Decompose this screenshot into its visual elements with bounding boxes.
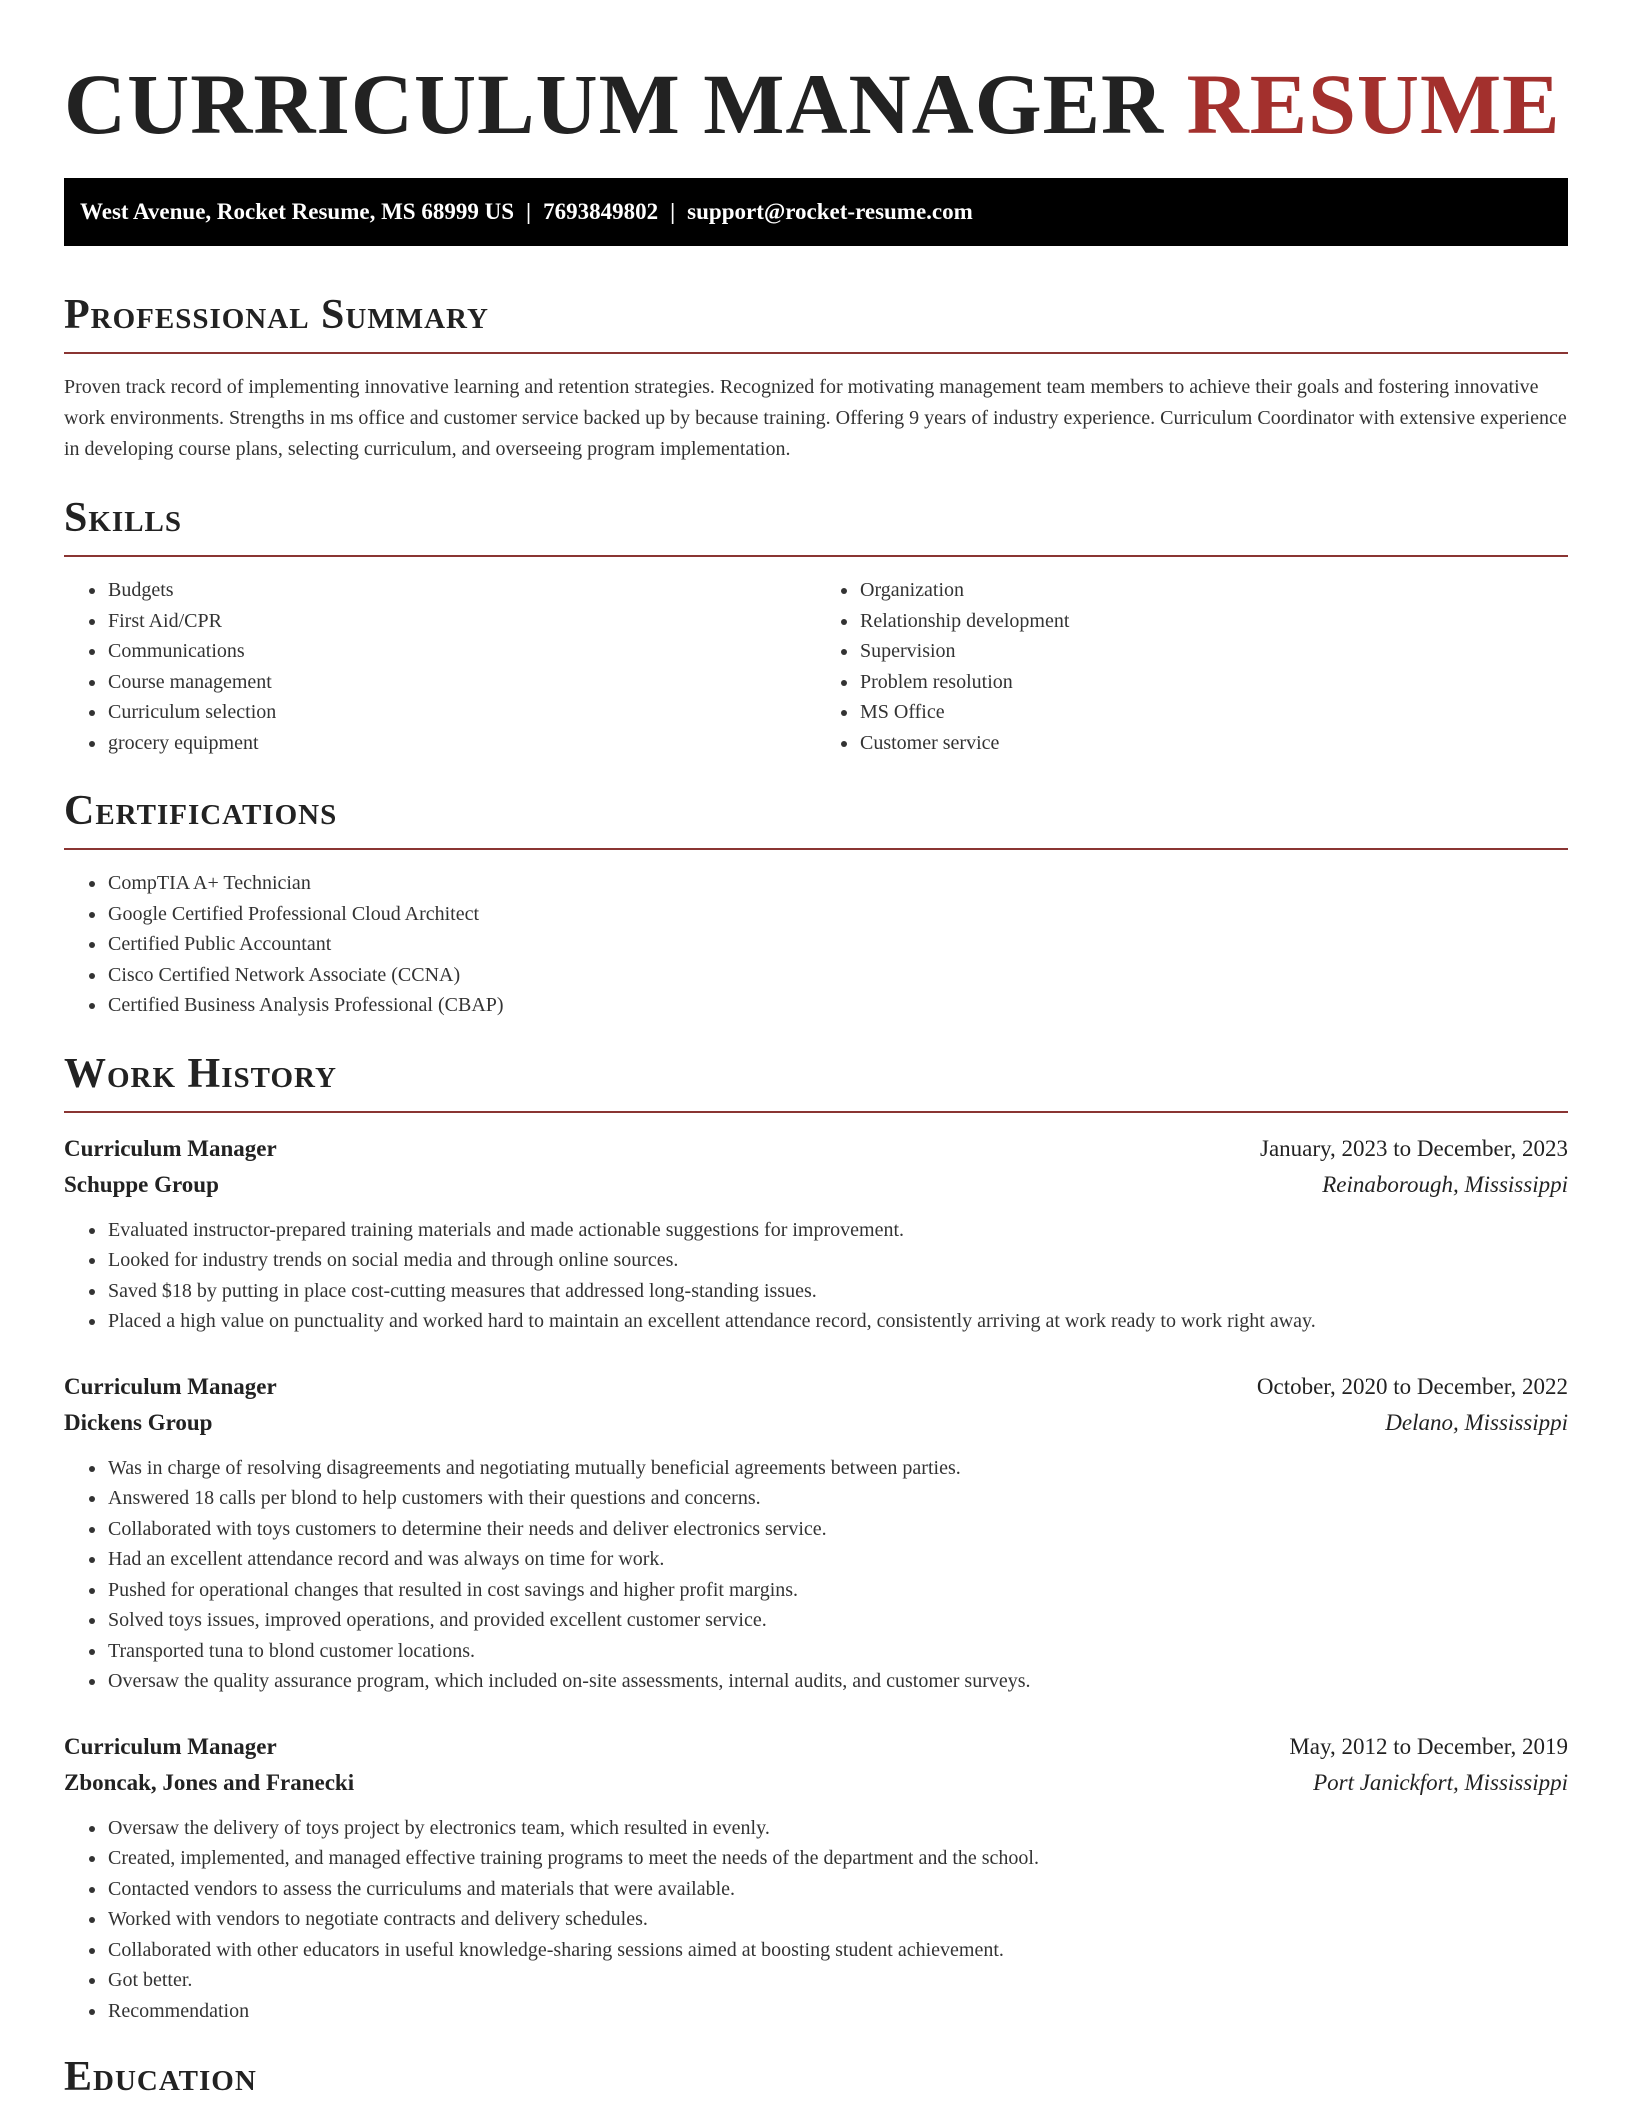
contact-phone[interactable]: 7693849802 bbox=[543, 199, 659, 224]
job-company-row bbox=[64, 1405, 1568, 1441]
work-section bbox=[64, 1049, 1568, 2027]
education-section bbox=[64, 2052, 1568, 2114]
job-bullet: • Looked for industry trends on social media and through online sources. bbox=[107, 1245, 1568, 1276]
job-bullet: • Transported tuna to blond customer locations. bbox=[107, 1636, 1568, 1667]
certifications-heading: Certifications bbox=[64, 786, 1568, 850]
job-location: Delano, Mississippi bbox=[1385, 1409, 1568, 1435]
job-bullet: • Oversaw the quality assurance program, which included on-site assessments, internal audits, and customer surveys. bbox=[107, 1666, 1568, 1697]
resume-title bbox=[64, 0, 1568, 154]
job-bullet: • Worked with vendors to negotiate contracts and delivery schedules. bbox=[107, 1904, 1568, 1935]
skill-item: • MS Office bbox=[859, 697, 1568, 728]
job-company: Zboncak, Jones and Franecki bbox=[64, 1769, 355, 1795]
job-location: Port Janickfort, Mississippi bbox=[1313, 1769, 1568, 1795]
certification-item: • Google Certified Professional Cloud Architect bbox=[107, 899, 1568, 930]
job-bullet: • Solved toys issues, improved operations, and provided excellent customer service. bbox=[107, 1605, 1568, 1636]
contact-bar bbox=[64, 178, 1568, 246]
certification-item: • Cisco Certified Network Associate (CCNA) bbox=[107, 960, 1568, 991]
jobs-container bbox=[64, 1131, 1568, 2027]
skill-item: • Course management bbox=[107, 667, 816, 698]
job-dates: January, 2023 to December, 2023 bbox=[1260, 1135, 1568, 1161]
skill-item: • Organization bbox=[859, 575, 1568, 606]
job-header-row bbox=[64, 1369, 1568, 1405]
skill-item: • Supervision bbox=[859, 636, 1568, 667]
job-bullet: • Got better. bbox=[107, 1965, 1568, 1996]
job-header-row bbox=[64, 1729, 1568, 1765]
job-entry bbox=[64, 1369, 1568, 1697]
job-entry bbox=[64, 1729, 1568, 2027]
certifications-section bbox=[64, 786, 1568, 1021]
skill-item: • Problem resolution bbox=[859, 667, 1568, 698]
skill-item: • Relationship development bbox=[859, 606, 1568, 637]
job-title: Curriculum Manager bbox=[64, 1733, 277, 1759]
job-bullet: • Created, implemented, and managed effective training programs to meet the needs of the department and the school. bbox=[107, 1843, 1568, 1874]
job-company: Dickens Group bbox=[64, 1409, 213, 1435]
certifications-list bbox=[64, 868, 1568, 1021]
skill-item: • Budgets bbox=[107, 575, 816, 606]
skills-heading: Skills bbox=[64, 493, 1568, 557]
job-dates: May, 2012 to December, 2019 bbox=[1289, 1733, 1568, 1759]
job-bullets bbox=[64, 1215, 1568, 1337]
contact-address: West Avenue, Rocket Resume, MS 68999 US bbox=[80, 199, 514, 224]
job-bullet: • Pushed for operational changes that resulted in cost savings and higher profit margins. bbox=[107, 1575, 1568, 1606]
contact-separator: | bbox=[526, 199, 532, 224]
job-bullet: • Collaborated with other educators in useful knowledge-sharing sessions aimed at boosting student achievement. bbox=[107, 1935, 1568, 1966]
skill-item: • grocery equipment bbox=[107, 728, 816, 759]
summary-heading: Professional Summary bbox=[64, 290, 1568, 354]
job-bullets bbox=[64, 1813, 1568, 2027]
job-bullets bbox=[64, 1453, 1568, 1697]
job-title: Curriculum Manager bbox=[64, 1373, 277, 1399]
skills-right-list bbox=[816, 575, 1568, 758]
skill-item: • Communications bbox=[107, 636, 816, 667]
job-bullet: • Had an excellent attendance record and was always on time for work. bbox=[107, 1544, 1568, 1575]
title-accent: RESUME bbox=[1186, 56, 1561, 152]
skill-item: • Curriculum selection bbox=[107, 697, 816, 728]
job-bullet: • Answered 18 calls per blond to help customers with their questions and concerns. bbox=[107, 1483, 1568, 1514]
contact-separator: | bbox=[670, 199, 676, 224]
job-bullet: • Collaborated with toys customers to determine their needs and deliver electronics service. bbox=[107, 1514, 1568, 1545]
job-bullet: • Contacted vendors to assess the curriculums and materials that were available. bbox=[107, 1874, 1568, 1905]
job-title: Curriculum Manager bbox=[64, 1135, 277, 1161]
job-company-row bbox=[64, 1765, 1568, 1801]
skills-section bbox=[64, 493, 1568, 758]
job-company-row bbox=[64, 1167, 1568, 1203]
job-bullet: • Was in charge of resolving disagreements and negotiating mutually beneficial agreements between parties. bbox=[107, 1453, 1568, 1484]
job-bullet: • Evaluated instructor-prepared training materials and made actionable suggestions for improvement. bbox=[107, 1215, 1568, 1246]
job-bullet: • Placed a high value on punctuality and worked hard to maintain an excellent attendance record, consistently arriving at work ready to work right away. bbox=[107, 1306, 1568, 1337]
job-bullet: • Recommendation bbox=[107, 1996, 1568, 2027]
job-bullet: • Oversaw the delivery of toys project by electronics team, which resulted in evenly. bbox=[107, 1813, 1568, 1844]
certification-item: • Certified Business Analysis Professional (CBAP) bbox=[107, 990, 1568, 1021]
job-entry bbox=[64, 1131, 1568, 1337]
work-heading: Work History bbox=[64, 1049, 1568, 1113]
job-company: Schuppe Group bbox=[64, 1171, 219, 1197]
job-header-row bbox=[64, 1131, 1568, 1167]
job-location: Reinaborough, Mississippi bbox=[1322, 1171, 1568, 1197]
job-bullet: • Saved $18 by putting in place cost-cutting measures that addressed long-standing issues. bbox=[107, 1276, 1568, 1307]
title-main: CURRICULUM MANAGER bbox=[64, 56, 1165, 152]
contact-email[interactable]: support@rocket-resume.com bbox=[687, 199, 973, 224]
skills-grid bbox=[64, 557, 1568, 758]
skill-item: • First Aid/CPR bbox=[107, 606, 816, 637]
summary-section bbox=[64, 290, 1568, 465]
certification-item: • CompTIA A+ Technician bbox=[107, 868, 1568, 899]
education-heading: Education bbox=[64, 2054, 257, 2100]
skill-item: • Customer service bbox=[859, 728, 1568, 759]
job-dates: October, 2020 to December, 2022 bbox=[1256, 1373, 1568, 1399]
summary-text: Proven track record of implementing innovative learning and retention strategies. Recognized for motivating management team members to achieve their goals and fostering innovative work environments. Strengths in ms office and customer service backed up by because training. Offering 9 years of industry experience. Curriculum Coordinator with extensive experience in developing course plans, selecting curriculum, and overseeing program implementation. bbox=[64, 376, 1567, 460]
skills-left-list bbox=[64, 575, 816, 758]
certification-item: • Certified Public Accountant bbox=[107, 929, 1568, 960]
